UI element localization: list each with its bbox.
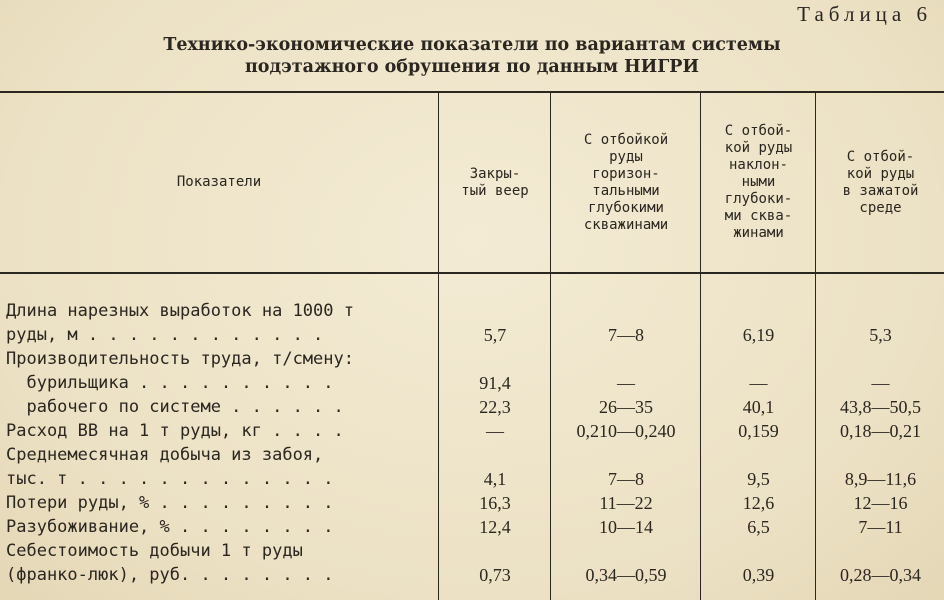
- header-horizontal-holes: С отбойкой руды горизон- тальными глубокими скважинами: [583, 131, 669, 233]
- label-dilution: Разубоживание, % . . . . . . . .: [6, 517, 334, 537]
- cell-r6-c1: 4,1: [483, 469, 507, 489]
- label-cost-1: Себестоимость добычи 1 т руды: [6, 541, 303, 561]
- cell-r8-c4: 7—11: [858, 517, 903, 537]
- cell-r4-c2: 26—35: [599, 397, 653, 417]
- cell-r7-c4: 12—16: [853, 493, 908, 513]
- cell-r8-c2: 10—14: [599, 517, 653, 537]
- label-productivity: Производительность труда, т/смену:: [6, 349, 354, 369]
- cell-r3-c2: —: [617, 373, 635, 393]
- header-closed-fan: Закры- тый веер: [461, 165, 529, 199]
- title-line-1: Технико-экономические показатели по вариантам системы: [163, 35, 781, 55]
- cell-r8-c3: 6,5: [747, 517, 770, 537]
- header-confined-medium: С отбой- кой руды в зажатой среде: [842, 148, 919, 216]
- label-ore-losses: Потери руды, % . . . . . . . . .: [6, 493, 334, 513]
- header-bottom-rule: [0, 272, 944, 274]
- table-title: [40, 34, 904, 78]
- label-driller: бурильщика . . . . . . . . . .: [6, 373, 334, 393]
- cell-r7-c1: 16,3: [479, 493, 511, 513]
- title-line-2: подэтажного обрушения по данным НИГРИ: [244, 57, 700, 77]
- cell-r6-c4: 8,9—11,6: [844, 469, 917, 489]
- header-inclined-holes: С отбой- кой руды наклон- ными глубоки- ми сква- жинами: [724, 123, 793, 241]
- cell-r3-c3: —: [749, 373, 768, 393]
- cell-r9-c2: 0,34—0,59: [585, 565, 667, 585]
- cell-r9-c4: 0,28—0,34: [840, 565, 921, 585]
- cell-r6-c2: 7—8: [608, 469, 644, 489]
- cell-r4-c1: 22,3: [479, 397, 511, 417]
- label-development-length-2: руды, м . . . . . . . . . . . .: [6, 325, 324, 345]
- label-cost-2: (франко-люк), руб. . . . . . . .: [6, 565, 334, 585]
- cell-r5-c2: 0,210—0,240: [576, 421, 676, 441]
- label-development-length-1: Длина нарезных выработок на 1000 т: [6, 301, 354, 321]
- label-monthly-output-2: тыс. т . . . . . . . . . . . . .: [6, 469, 334, 489]
- cell-r5-c3: 0,159: [738, 421, 779, 441]
- label-monthly-output-1: Среднемесячная добыча из забоя,: [6, 445, 324, 465]
- table-number: Таблица 6: [797, 2, 932, 26]
- cell-r9-c3: 0,39: [742, 565, 775, 585]
- cell-r3-c1: 91,4: [479, 373, 511, 393]
- cell-r1-c3: 6,19: [742, 325, 775, 345]
- cell-r1-c1: 5,7: [483, 325, 507, 345]
- cell-r7-c3: 12,6: [742, 493, 775, 513]
- cell-r4-c3: 40,1: [742, 397, 775, 417]
- cell-r8-c1: 12,4: [479, 517, 511, 537]
- label-system-worker: рабочего по системе . . . . . .: [6, 397, 344, 417]
- cell-r7-c2: 11—22: [599, 493, 653, 513]
- cell-r3-c4: —: [871, 373, 890, 393]
- cell-r5-c1: —: [486, 421, 504, 441]
- cell-r1-c2: 7—8: [608, 325, 644, 345]
- cell-r4-c4: 43,8—50,5: [840, 397, 921, 417]
- cell-r6-c3: 9,5: [747, 469, 770, 489]
- label-explosive-consumption: Расход ВВ на 1 т руды, кг . . . .: [6, 421, 344, 441]
- header-indicators: Показатели: [176, 174, 262, 190]
- cell-r5-c4: 0,18—0,21: [840, 421, 921, 441]
- cell-r9-c1: 0,73: [479, 565, 511, 585]
- cell-r1-c4: 5,3: [869, 325, 892, 345]
